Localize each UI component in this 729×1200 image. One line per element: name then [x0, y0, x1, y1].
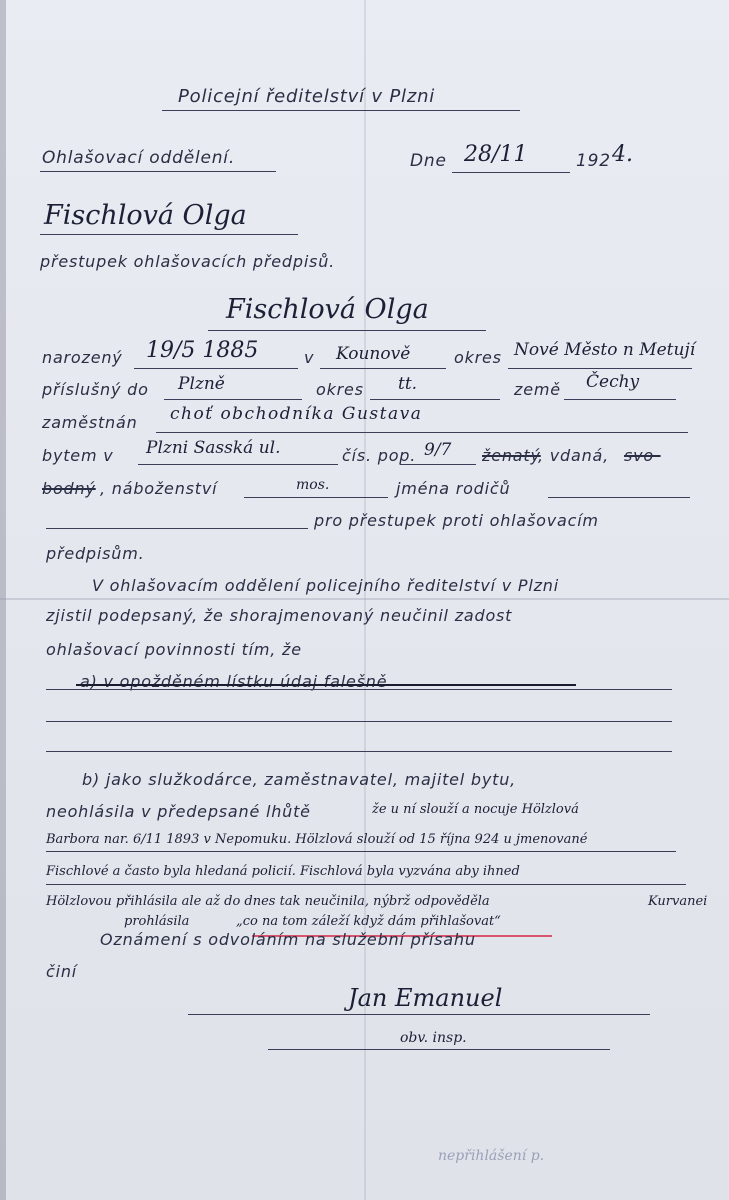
born-date: 19/5 1885: [146, 338, 259, 363]
office-title: Policejní ředitelství v Plzni: [178, 86, 436, 107]
item-b-line3-hand: Barbora nar. 6/11 1893 v Nepomuku. Hölzlová slouží od 15 října 924 u jmenované: [46, 832, 588, 847]
district-underline: [508, 368, 692, 369]
case-offense: přestupek ohlašovacích předpisů.: [40, 252, 336, 271]
house-no: 9/7: [424, 440, 452, 460]
case-name-underline: [40, 234, 298, 235]
country-label: země: [514, 380, 561, 399]
country: Čechy: [586, 372, 640, 392]
item-b-line5b-hand: Kurvanei: [648, 894, 708, 909]
district-label: okres: [454, 348, 502, 367]
signature-line: [188, 1014, 650, 1015]
date-year-handwritten: 4.: [612, 142, 633, 167]
item-b-line4-hand: Fischlové a často byla hledaná policií. Fischlová byla vyzvána aby ihned: [46, 864, 520, 879]
footer-pencil-note: nepřihlášení p.: [438, 1148, 545, 1164]
item-b-line3-underline: [46, 851, 676, 852]
item-b-line6-hand: prohlásila: [124, 914, 190, 929]
signature-name: Jan Emanuel: [348, 984, 503, 1012]
employment-underline: [156, 432, 688, 433]
birthplace-underline: [320, 368, 446, 369]
office-underline: [162, 110, 520, 111]
employed-label: zaměstnán: [42, 413, 138, 432]
born-underline: [134, 368, 298, 369]
subject-name-underline: [208, 330, 486, 331]
charge-blank-line: [46, 528, 308, 529]
parents-label: jména rodičů: [396, 479, 511, 498]
para1-line2: zjistil podepsaný, že shorajmenovaný neučinil zadost: [46, 606, 513, 625]
religion-underline: [244, 497, 388, 498]
blank-line-1: [46, 721, 672, 722]
blank-line-2: [46, 751, 672, 752]
house-no-label: čís. pop.: [342, 446, 417, 465]
case-name: Fischlová Olga: [44, 200, 247, 231]
report-line: Oznámení s odvoláním na služební přísahu: [100, 930, 476, 949]
fold-line-vertical: [364, 0, 366, 1200]
date-underline: [452, 172, 570, 173]
department-underline: [40, 171, 276, 172]
district2: tt.: [398, 374, 418, 394]
paper-edge-shadow: [0, 0, 6, 1200]
district2-underline: [370, 399, 500, 400]
domicile: Plzně: [178, 374, 225, 394]
item-b-line4-underline: [46, 884, 686, 885]
date-label: Dne: [410, 151, 447, 171]
residence-underline: [138, 464, 338, 465]
subject-name: Fischlová Olga: [226, 294, 429, 325]
born-label: narozený: [42, 348, 123, 367]
religion: mos.: [296, 477, 330, 493]
birthplace-label: v: [304, 348, 315, 367]
item-a-strike: [76, 684, 576, 686]
item-a: a) v opožděném lístku údaj falešně: [80, 672, 388, 691]
date-year-printed: 192: [576, 151, 611, 171]
status-married-struck: ženatý: [482, 446, 541, 465]
domicile-underline: [164, 399, 302, 400]
birthplace: Kounově: [336, 344, 411, 364]
residence: Plzni Sasská ul.: [146, 438, 281, 458]
house-no-underline: [400, 464, 476, 465]
charge-tail2: předpisům.: [46, 544, 145, 563]
employment: choť obchodníka Gustava: [170, 404, 423, 424]
parents-underline: [548, 497, 690, 498]
item-a-line: [46, 689, 672, 690]
item-b-line2: neohlásila v předepsané lhůtě: [46, 802, 311, 821]
charge-tail: pro přestupek proti ohlašovacím: [314, 511, 599, 530]
fold-line-horizontal: [0, 598, 729, 600]
residing-label: bytem v: [42, 446, 114, 465]
item-b-line2-hand: že u ní slouží a nocuje Hölzlová: [372, 802, 579, 817]
signature-title: obv. insp.: [400, 1030, 467, 1046]
para1-line1: V ohlašovacím oddělení policejního ředitelství v Plzni: [92, 576, 559, 595]
district: Nové Město n Metují: [514, 340, 696, 360]
status-single-part2: bodný: [42, 479, 96, 498]
signature-title-line: [268, 1049, 610, 1050]
date-day-month: 28/11: [464, 142, 528, 167]
status-married: , vdaná,: [538, 446, 610, 465]
country-underline: [564, 399, 676, 400]
district2-label: okres: [316, 380, 364, 399]
item-b-line1: b) jako služkodárce, zaměstnavatel, majitel bytu,: [82, 770, 517, 789]
para1-line3: ohlašovací povinnosti tím, že: [46, 640, 302, 659]
department-title: Ohlašovací oddělení.: [42, 148, 236, 168]
religion-label: , náboženství: [100, 479, 218, 498]
domicile-label: příslušný do: [42, 380, 149, 399]
report-line2: činí: [46, 962, 78, 981]
status-single-part1: svo-: [624, 446, 661, 465]
item-b-quote: „co na tom záleží když dám přihlašovat“: [236, 914, 501, 929]
item-b-line5-hand: Hölzlovou přihlásila ale až do dnes tak neučinila, nýbrž odpověděla: [46, 894, 490, 909]
